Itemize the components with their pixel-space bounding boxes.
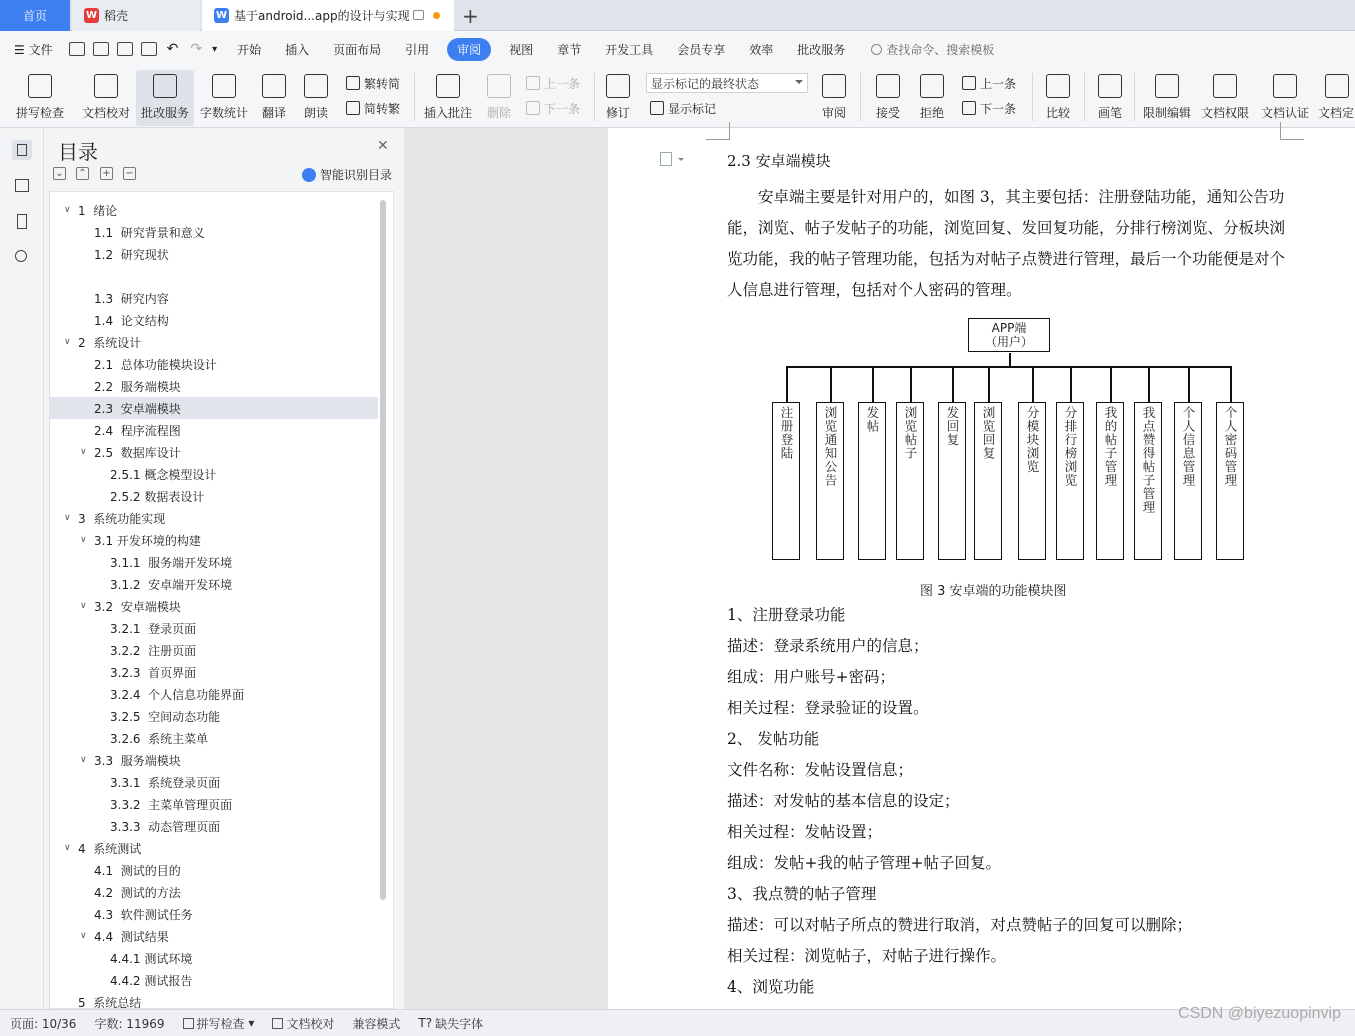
toc-item-label: 3.2.5 空间动态功能 — [110, 709, 221, 724]
missing-font-label: 缺失字体 — [435, 1016, 484, 1031]
toc-item[interactable] — [50, 925, 378, 947]
collapse-caret-icon[interactable]: ∨ — [80, 931, 87, 941]
diagram-leaf-connector — [988, 366, 990, 402]
menu-chapter[interactable]: 章节 — [557, 42, 582, 57]
toc-item-label: 3.3.1 系统登录页面 — [110, 775, 221, 790]
read-aloud-icon — [304, 74, 328, 98]
toc-item[interactable] — [50, 441, 378, 463]
toc-item[interactable] — [50, 947, 378, 969]
diagram-leaf-connector — [1148, 366, 1150, 402]
doc-permission-icon — [1213, 74, 1237, 98]
redo-icon[interactable]: ↷ — [190, 41, 203, 57]
ai-icon — [302, 168, 316, 182]
translate-icon — [262, 74, 286, 98]
track-changes-button[interactable] — [600, 70, 636, 126]
undo-icon[interactable]: ↶ — [166, 41, 179, 57]
body-line: 4、浏览功能 — [727, 978, 815, 996]
body-line: 文件名称：发帖设置信息； — [727, 761, 914, 779]
reject-button[interactable] — [914, 70, 950, 126]
diagram-leaf-node: 浏览帖子 — [896, 402, 924, 560]
toc-item-label: 1 绪论 — [78, 203, 118, 218]
toc-item-label: 3.2.3 首页界面 — [110, 665, 197, 680]
toc-item[interactable] — [50, 793, 378, 815]
toc-item-label: 3.2.1 登录页面 — [110, 621, 197, 636]
page-indicator[interactable]: 页面: 10/36 — [10, 1016, 77, 1031]
close-icon[interactable]: ✕ — [377, 138, 389, 154]
doc-final-icon — [1325, 74, 1349, 98]
next-change-icon — [962, 101, 976, 115]
insert-comment-label: 插入批注 — [423, 106, 472, 120]
toc-item[interactable] — [50, 463, 378, 485]
prev-comment-button[interactable] — [526, 73, 580, 93]
delete-comment-button[interactable] — [480, 70, 518, 126]
toc-item[interactable] — [50, 859, 378, 881]
diagram-leaf-connector — [1032, 366, 1034, 402]
to-traditional-button[interactable] — [346, 73, 400, 93]
toc-item-label: 1.2 研究现状 — [94, 247, 169, 262]
toc-item-label: 4 系统测试 — [78, 841, 142, 856]
toc-pane — [44, 128, 404, 1009]
doc-proof-button[interactable] — [78, 70, 134, 126]
page-corner-mark — [706, 122, 730, 140]
restrict-edit-button[interactable] — [1140, 70, 1194, 126]
toc-item-label: 3.2 安卓端模块 — [94, 599, 181, 614]
toc-item[interactable] — [50, 551, 378, 573]
next-change-button[interactable] — [962, 98, 1016, 118]
toc-item[interactable] — [50, 331, 378, 353]
ribbon-separator — [414, 73, 415, 121]
toc-item[interactable] — [50, 661, 378, 683]
status-proof-label: 文档校对 — [286, 1016, 335, 1031]
insert-comment-button[interactable] — [420, 70, 476, 126]
menu-review[interactable]: 审阅 — [447, 38, 491, 61]
document-margin-area — [404, 128, 608, 1009]
toc-item[interactable] — [50, 265, 378, 287]
command-search[interactable] — [871, 41, 994, 58]
pen-icon — [1098, 74, 1122, 98]
correction-service-label: 批改服务 — [140, 106, 189, 120]
collapse-all-icon[interactable]: ⌃ — [76, 167, 89, 180]
diagram-leaf-node: 发帖 — [858, 402, 886, 560]
body-line: 相关过程：发帖设置； — [727, 823, 883, 841]
collapse-caret-icon[interactable]: ∨ — [64, 337, 71, 347]
toc-item[interactable] — [50, 815, 378, 837]
missing-font[interactable] — [418, 1015, 483, 1032]
review-pane-button[interactable] — [816, 70, 852, 126]
reject-icon — [920, 74, 944, 98]
toc-item[interactable] — [50, 221, 378, 243]
chevron-down-icon[interactable] — [678, 158, 684, 164]
collapse-caret-icon[interactable]: ∨ — [80, 601, 87, 611]
body-line: 组成：发帖+我的帖子管理+帖子回复。 — [727, 854, 1001, 872]
diagram-leaf-connector — [910, 366, 912, 402]
review-pane-label: 审阅 — [821, 106, 846, 120]
toc-item-label: 3.3 服务端模块 — [94, 753, 181, 768]
toc-item[interactable] — [50, 617, 378, 639]
doc-certify-button[interactable] — [1258, 70, 1312, 126]
toc-item-label: 3 系统功能实现 — [78, 511, 166, 526]
diagram-leaf-node: 分模块浏览 — [1018, 402, 1046, 560]
spell-check-label: 拼写检查 — [15, 106, 64, 120]
chevron-down-icon — [795, 80, 803, 88]
toc-scrollbar[interactable] — [380, 200, 386, 900]
ribbon-separator — [594, 73, 595, 121]
diagram-leaf-connector — [786, 366, 788, 402]
diagram-leaf-node: 浏览回复 — [974, 402, 1002, 560]
search-icon — [871, 44, 882, 55]
pen-button[interactable] — [1092, 70, 1128, 126]
toc-item[interactable] — [50, 309, 378, 331]
toc-item-label: 4.4.1 测试环境 — [110, 951, 193, 966]
section-heading: 2.3 安卓端模块 — [727, 152, 831, 170]
quick-access-more-icon[interactable]: ▾ — [212, 43, 218, 55]
toc-item-label: 2 系统设计 — [78, 335, 142, 350]
toc-item[interactable] — [50, 991, 378, 1009]
diagram-leaf-node: 我的帖子管理 — [1096, 402, 1124, 560]
toc-item-label: 3.1.2 安卓端开发环境 — [110, 577, 233, 592]
review-ribbon — [0, 67, 1355, 128]
collapse-caret-icon[interactable]: ∨ — [64, 843, 71, 853]
doc-final-button[interactable] — [1318, 70, 1355, 126]
toc-item[interactable] — [50, 595, 378, 617]
toc-item-label: 5 系统总结 — [78, 995, 142, 1009]
toc-item[interactable] — [50, 683, 378, 705]
toc-item[interactable] — [50, 705, 378, 727]
to-simplified-label: 简转繁 — [364, 101, 401, 116]
diagram-root-label: APP端 — [991, 321, 1027, 335]
collapse-caret-icon[interactable]: ∨ — [80, 755, 87, 765]
read-aloud-button[interactable] — [298, 70, 334, 126]
status-bar — [0, 1009, 1355, 1036]
delete-comment-icon — [487, 74, 511, 98]
add-heading-icon[interactable]: + — [100, 167, 113, 180]
body-line: 相关过程：登录验证的设置。 — [727, 699, 929, 717]
body-line: 2、 发帖功能 — [727, 730, 820, 748]
compare-icon — [1046, 74, 1070, 98]
menu-start[interactable]: 开始 — [237, 42, 262, 57]
next-comment-button[interactable] — [526, 98, 580, 118]
to-traditional-label: 繁转简 — [364, 76, 401, 91]
toc-item-label: 2.5.2 数据表设计 — [110, 489, 205, 504]
ribbon-separator — [860, 73, 861, 121]
prev-change-button[interactable] — [962, 73, 1016, 93]
diagram-leaf-node: 个人信息管理 — [1174, 402, 1202, 560]
diagram-bus-line — [786, 366, 1230, 368]
compare-button[interactable] — [1040, 70, 1076, 126]
correction-service-button[interactable] — [136, 70, 194, 126]
collapse-caret-icon[interactable]: ∨ — [80, 447, 87, 457]
paragraph-menu-icon[interactable] — [660, 152, 672, 166]
toc-item[interactable] — [50, 903, 378, 925]
toc-item-label: 4.4.2 测试报告 — [110, 973, 193, 988]
show-markup-icon — [650, 101, 664, 115]
correction-service-icon — [153, 74, 177, 98]
toc-item-label: 2.2 服务端模块 — [94, 379, 181, 394]
tab-document-label: 基于android...app的设计与实现 — [234, 9, 410, 23]
daoke-logo-icon: W — [85, 10, 98, 21]
diagram-leaf-connector — [830, 366, 832, 402]
toc-item-label: 2.1 总体功能模块设计 — [94, 357, 217, 372]
diagram-leaf-connector — [872, 366, 874, 402]
menu-correction[interactable]: 批改服务 — [797, 42, 846, 57]
prev-comment-label: 上一条 — [544, 76, 581, 91]
diagram-leaf-node: 个人密码管理 — [1216, 402, 1244, 560]
tab-home[interactable] — [0, 0, 70, 31]
toc-item-label: 2.5.1 概念模型设计 — [110, 467, 217, 482]
toc-item-label: 3.1 开发环境的构建 — [94, 533, 201, 548]
pen-label: 画笔 — [1097, 106, 1122, 120]
smart-toc-button[interactable] — [302, 166, 392, 183]
window-icon[interactable] — [413, 10, 424, 20]
track-changes-label: 修订 — [605, 106, 630, 120]
next-comment-label: 下一条 — [544, 101, 581, 116]
markup-state-value: 显示标记的最终状态 — [651, 76, 760, 91]
menu-bar — [0, 31, 1355, 67]
status-spell-check[interactable]: 拼写检查 ▾ — [183, 1015, 255, 1032]
status-spell-label: 拼写检查 — [196, 1016, 245, 1031]
menu-view[interactable]: 视图 — [509, 42, 534, 57]
menu-file-label: 文件 — [28, 42, 53, 57]
ribbon-separator — [1084, 73, 1085, 121]
collapse-caret-icon[interactable]: ∨ — [64, 205, 71, 215]
diagram-root-sublabel: （用户） — [984, 335, 1033, 349]
show-markup-button[interactable] — [650, 98, 716, 118]
compat-mode: 兼容模式 — [352, 1016, 401, 1031]
command-search-text: 查找命令、搜索模板 — [886, 42, 995, 57]
toc-item[interactable] — [50, 881, 378, 903]
delete-comment-label: 删除 — [486, 106, 511, 120]
toc-item[interactable] — [50, 199, 378, 221]
menu-reference[interactable]: 引用 — [405, 42, 430, 57]
toc-item[interactable] — [50, 969, 378, 991]
spell-check-button[interactable] — [8, 70, 72, 126]
smart-toc-label: 智能识别目录 — [320, 168, 393, 182]
restrict-edit-label: 限制编辑 — [1142, 106, 1191, 120]
proof-icon — [272, 1018, 283, 1029]
compare-label: 比较 — [1045, 106, 1070, 120]
body-line: 1、注册登录功能 — [727, 606, 846, 624]
accept-icon — [876, 74, 900, 98]
reject-label: 拒绝 — [919, 106, 944, 120]
print-preview-icon[interactable] — [141, 42, 157, 56]
accept-label: 接受 — [875, 106, 900, 120]
prev-change-icon — [962, 76, 976, 90]
toc-item-label: 4.3 软件测试任务 — [94, 907, 193, 922]
diagram-leaf-connector — [1070, 366, 1072, 402]
word-count-label: 字数统计 — [199, 106, 248, 120]
diagram-leaf-node: 浏览通知公告 — [816, 402, 844, 560]
toc-item-label: 3.2.2 注册页面 — [110, 643, 197, 658]
figure-caption: 图 3 安卓端的功能模块图 — [920, 584, 1067, 599]
doc-proof-icon — [94, 74, 118, 98]
next-change-label: 下一条 — [980, 101, 1017, 116]
tab-daoke[interactable] — [72, 0, 200, 31]
page-corner-mark — [1280, 122, 1304, 140]
toc-item-label: 1.4 论文结构 — [94, 313, 169, 328]
body-line: 描述：可以对帖子所点的赞进行取消，对点赞帖子的回复可以删除； — [727, 916, 1193, 934]
diagram-root-node — [968, 318, 1050, 352]
diagram-root-connector — [1009, 353, 1011, 366]
remove-heading-icon[interactable]: − — [123, 167, 136, 180]
doc-permission-label: 文档权限 — [1200, 106, 1249, 120]
doc-certify-label: 文档认证 — [1260, 106, 1309, 120]
toc-item-label: 4.4 测试结果 — [94, 929, 169, 944]
menu-file[interactable]: ☰ 文件 — [14, 42, 53, 57]
toc-panel-icon[interactable] — [12, 140, 32, 160]
track-changes-icon — [606, 74, 630, 98]
markup-state-select[interactable] — [646, 73, 808, 93]
word-count-button[interactable] — [196, 70, 252, 126]
toc-item[interactable] — [50, 749, 378, 771]
prev-change-label: 上一条 — [980, 76, 1017, 91]
search-icon[interactable] — [12, 248, 32, 268]
tab-document[interactable] — [202, 0, 454, 31]
tab-daoke-label: 稻壳 — [104, 9, 129, 23]
print-icon[interactable] — [117, 42, 133, 56]
toc-item-label: 4.2 测试的方法 — [94, 885, 181, 900]
collapse-caret-icon[interactable]: ∨ — [64, 513, 71, 523]
nav-icon-strip — [0, 128, 44, 1009]
menu-dev-tools[interactable]: 开发工具 — [605, 42, 654, 57]
new-tab-plus-icon[interactable]: + — [462, 4, 479, 28]
module-diagram — [768, 316, 1252, 562]
toc-item[interactable] — [50, 397, 378, 419]
menu-insert[interactable]: 插入 — [285, 42, 310, 57]
to-simplified-button[interactable] — [346, 98, 400, 118]
toc-item[interactable] — [50, 375, 378, 397]
expand-all-icon[interactable]: ⌄ — [53, 167, 66, 180]
menu-layout[interactable]: 页面布局 — [333, 42, 382, 57]
toc-item-label: 3.1.1 服务端开发环境 — [110, 555, 233, 570]
export-pdf-icon[interactable] — [93, 42, 109, 56]
review-pane-icon — [822, 74, 846, 98]
toc-item[interactable] — [50, 507, 378, 529]
ribbon-separator — [1134, 73, 1135, 121]
toc-item-label: 1.1 研究背景和意义 — [94, 225, 205, 240]
word-count-icon — [212, 74, 236, 98]
read-aloud-label: 朗读 — [303, 106, 328, 120]
toc-item-label: 2.3 安卓端模块 — [94, 401, 181, 416]
comment-icon — [436, 74, 460, 98]
font-icon: T? — [418, 1016, 433, 1030]
accept-button[interactable] — [870, 70, 906, 126]
body-line: 描述：对发帖的基本信息的设定； — [727, 792, 960, 810]
bookmark-icon[interactable] — [12, 212, 32, 232]
toc-item-label: 3.2.6 系统主菜单 — [110, 731, 209, 746]
toc-item-label: 2.4 程序流程图 — [94, 423, 181, 438]
tab-bar — [0, 0, 1355, 31]
ribbon-separator — [1032, 73, 1033, 121]
toc-title: 目录 — [58, 140, 98, 164]
toc-item-label: 1.3 研究内容 — [94, 291, 169, 306]
diagram-leaf-connector — [1230, 366, 1232, 402]
toc-item[interactable] — [50, 243, 378, 265]
toc-item[interactable] — [50, 639, 378, 661]
toc-item[interactable] — [50, 837, 378, 859]
checkbox-icon — [183, 1018, 194, 1029]
toc-list — [49, 191, 394, 1009]
body-line: 描述：登录系统用户的信息； — [727, 637, 929, 655]
translate-button[interactable] — [256, 70, 292, 126]
doc-proof-label: 文档校对 — [81, 106, 130, 120]
toc-item-label: 3.3.3 动态管理页面 — [110, 819, 221, 834]
body-line: 组成：用户账号+密码； — [727, 668, 895, 686]
outline-panel-icon[interactable] — [12, 176, 32, 196]
toc-item-label: 3.3.2 主菜单管理页面 — [110, 797, 233, 812]
save-icon[interactable] — [69, 42, 85, 56]
doc-permission-button[interactable] — [1198, 70, 1252, 126]
diagram-leaf-connector — [1110, 366, 1112, 402]
menu-efficiency[interactable]: 效率 — [749, 42, 774, 57]
diagram-leaf-connector — [952, 366, 954, 402]
toc-item[interactable] — [50, 287, 378, 309]
word-count[interactable]: 字数: 11969 — [94, 1016, 165, 1031]
toc-item[interactable] — [50, 727, 378, 749]
status-doc-proof[interactable] — [272, 1015, 334, 1032]
toc-item[interactable] — [50, 573, 378, 595]
diagram-leaf-node: 注册登陆 — [772, 402, 800, 560]
document-page[interactable] — [608, 128, 1355, 1009]
next-comment-icon — [526, 101, 540, 115]
wps-writer-icon: W — [215, 10, 228, 21]
diagram-leaf-node: 分排行榜浏览 — [1056, 402, 1084, 560]
toc-item-label: 4.1 测试的目的 — [94, 863, 181, 878]
prev-comment-icon — [526, 76, 540, 90]
lock-icon — [1155, 74, 1179, 98]
spell-check-icon — [28, 74, 52, 98]
toc-item[interactable] — [50, 529, 378, 551]
toc-item[interactable] — [50, 771, 378, 793]
diagram-leaf-node: 发回复 — [938, 402, 966, 560]
unsaved-dot-icon — [433, 12, 440, 19]
collapse-caret-icon[interactable]: ∨ — [80, 535, 87, 545]
toc-item[interactable] — [50, 353, 378, 375]
diagram-leaf-connector — [1188, 366, 1190, 402]
body-line: 3、我点赞的帖子管理 — [727, 885, 877, 903]
convert-icon — [346, 76, 360, 90]
toc-item[interactable] — [50, 485, 378, 507]
toc-item[interactable] — [50, 419, 378, 441]
toc-item-label: 2.5 数据库设计 — [94, 445, 181, 460]
intro-paragraph: 安卓端主要是针对用户的，如图 3，其主要包括：注册登陆功能，通知公告功能，浏览、帖子发帖子的功能，浏览回复、发回复功能，分排行榜浏览、分板块浏览功能，我的帖子管理功能，包括为对帖子点赞进行管理，最后一个功能便是对个人信息进行管理，包括对个人密码的管理。 — [727, 188, 1286, 299]
diagram-leaf-node: 我点赞得帖子管理 — [1134, 402, 1162, 560]
tab-home-label: 首页 — [22, 9, 47, 23]
watermark: CSDN @biyezuopinvip — [1178, 1005, 1341, 1022]
toc-item-label: 3.2.4 个人信息功能界面 — [110, 687, 245, 702]
doc-final-label: 文档定 — [1318, 106, 1355, 120]
doc-certify-icon — [1273, 74, 1297, 98]
body-line: 相关过程：浏览帖子，对帖子进行操作。 — [727, 947, 1007, 965]
convert-icon — [346, 101, 360, 115]
menu-member[interactable]: 会员专享 — [677, 42, 726, 57]
translate-label: 翻译 — [261, 106, 286, 120]
show-markup-label: 显示标记 — [668, 101, 717, 116]
